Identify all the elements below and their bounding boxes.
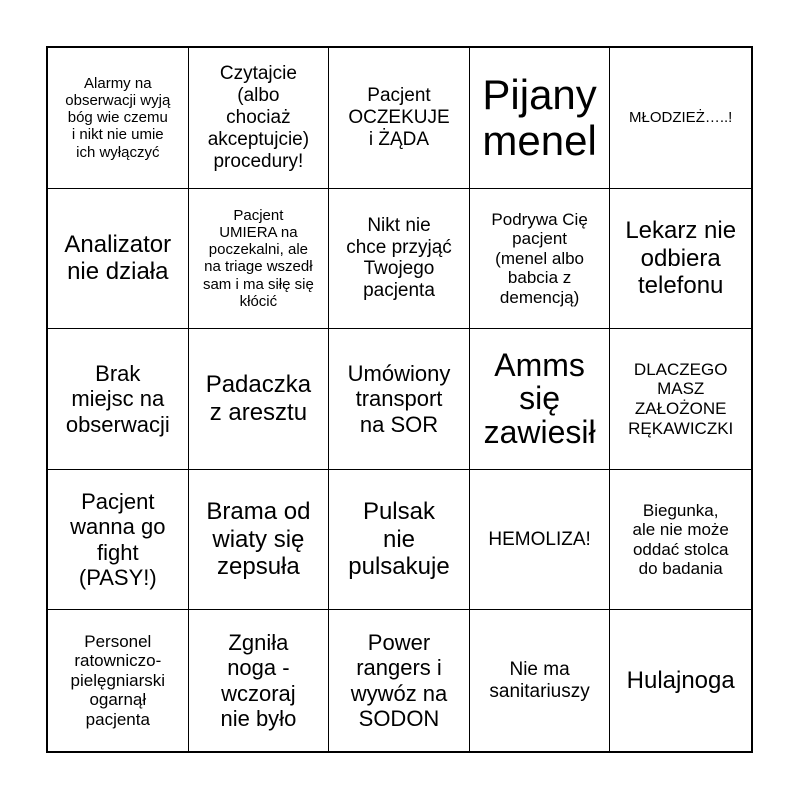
bingo-cell[interactable] (470, 189, 611, 330)
bingo-cell[interactable] (610, 610, 751, 751)
bingo-cell[interactable] (329, 329, 470, 470)
bingo-cell-text: Nikt nie chce przyjąć Twojego pacjenta (346, 214, 452, 302)
bingo-cell-text: Czytajcie (albo chociaż akceptujcie) procedury! (207, 63, 310, 172)
bingo-cell-text: Pulsak nie pulsakuje (348, 498, 450, 581)
bingo-cell[interactable] (329, 48, 470, 189)
bingo-cell[interactable] (48, 610, 189, 751)
bingo-cell-text: Pacjent wanna go fight (PASY!) (70, 489, 166, 590)
bingo-cell-text: Hulajnoga (626, 666, 735, 694)
bingo-cell[interactable] (48, 329, 189, 470)
bingo-cell[interactable] (329, 189, 470, 330)
bingo-cell-text: Nie ma sanitariuszy (489, 658, 590, 702)
bingo-cell-text: Alarmy na obserwacji wyją bóg wie czemu i nikt nie umie ich wyłączyć (65, 74, 171, 161)
bingo-cell[interactable] (189, 189, 330, 330)
bingo-cell-text: MŁODZIEŻ…..! (629, 109, 733, 127)
bingo-cell-text: Umówiony transport na SOR (347, 361, 451, 437)
bingo-cell-text: Biegunka, ale nie może oddać stolca do badania (632, 500, 729, 579)
bingo-cell[interactable] (610, 329, 751, 470)
bingo-cell-text: Pacjent UMIERA na poczekalni, ale na triage wszedł sam i ma siłę się kłócić (202, 206, 314, 310)
bingo-cell[interactable] (189, 48, 330, 189)
bingo-cell-text: Lekarz nie odbiera telefonu (625, 217, 737, 300)
bingo-cell[interactable] (610, 48, 751, 189)
bingo-cell-text: Analizator nie działa (64, 230, 172, 286)
bingo-cell-text: DLACZEGO MASZ ZAŁOŻONE RĘKAWICZKI (628, 359, 734, 438)
bingo-cell[interactable] (470, 470, 611, 611)
bingo-cell-text: Padaczka z aresztu (205, 371, 312, 426)
bingo-cell[interactable] (610, 189, 751, 330)
bingo-cell-text: Brama od wiaty się zepsuła (206, 498, 311, 581)
bingo-cell[interactable] (48, 470, 189, 611)
bingo-cell[interactable] (189, 610, 330, 751)
bingo-cell-text: Power rangers i wywóz na SODON (350, 630, 448, 731)
bingo-cell-text: Brak miejsc na obserwacji (65, 361, 170, 437)
bingo-cell[interactable] (189, 329, 330, 470)
bingo-cell[interactable] (470, 610, 611, 751)
bingo-cell-text: Personel ratowniczo- pielęgniarski ogarnął pacjenta (70, 631, 166, 730)
bingo-cell[interactable] (189, 470, 330, 611)
bingo-board (46, 46, 753, 753)
bingo-cell-text: Zgniła noga - wczoraj nie było (220, 630, 297, 731)
bingo-cell[interactable] (329, 470, 470, 611)
bingo-cell[interactable] (329, 610, 470, 751)
bingo-cell-text: HEMOLIZA! (488, 528, 591, 550)
bingo-cell-text: Podrywa Cię pacjent (menel albo babcia z demencją) (491, 209, 588, 307)
bingo-cell[interactable] (48, 189, 189, 330)
bingo-cell[interactable] (470, 48, 611, 189)
bingo-cell[interactable] (48, 48, 189, 189)
bingo-cell-text: Pacjent OCZEKUJE i ŻĄDA (348, 85, 450, 150)
bingo-cell-text: Amms się zawiesił (483, 346, 596, 450)
bingo-cell[interactable] (610, 470, 751, 611)
bingo-cell-text: Pijany menel (482, 70, 597, 164)
bingo-cell[interactable] (470, 329, 611, 470)
